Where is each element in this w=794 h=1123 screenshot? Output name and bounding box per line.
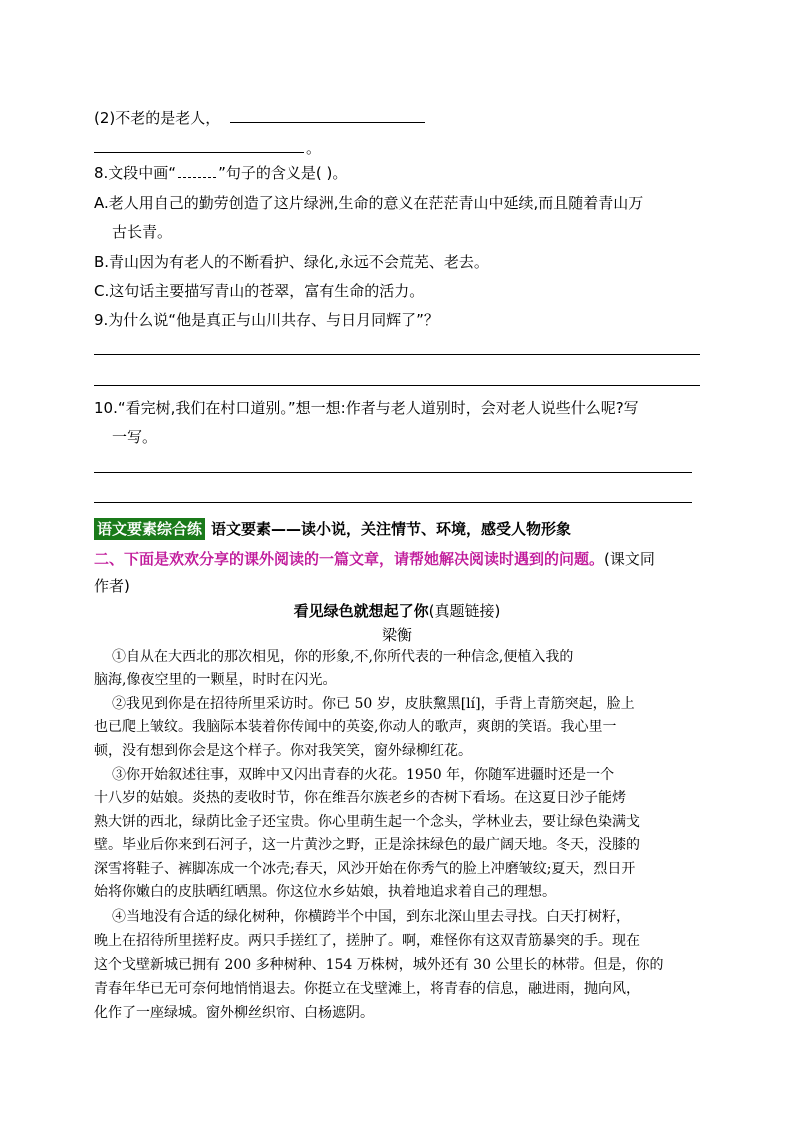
article-title-text: 看见绿色就想起了你 [293, 602, 429, 620]
paragraph-1-line: 脑海,像夜空里的一颗星，时时在闪光。 [94, 672, 337, 688]
paragraph-4-line: 化作了一座绿城。窗外柳丝织帘、白杨遮阴。 [94, 1005, 374, 1021]
q7-part2-text: (2)不老的是老人， [94, 109, 221, 127]
paragraph-3-line: 十八岁的姑娘。炎热的麦收时节，你在维吾尔族老乡的杏树下看场。在这夏日沙子能烤 [94, 790, 626, 806]
paragraph-2-line: ②我见到你是在招待所里采访时。你已 50 岁，皮肤黧黑[lí]，手背上青筋突起，脸上 [112, 696, 635, 712]
answer-line[interactable] [94, 354, 700, 355]
answer-line[interactable] [94, 152, 304, 153]
paragraph-2-line: 也已爬上皱纹。我脑际本装着你传闻中的英姿,你动人的歌声，爽朗的笑语。我心里一 [94, 719, 617, 735]
article-title [0, 600, 794, 621]
paragraph-3-line: 熟大饼的西北，绿荫比金子还宝贵。你心里萌生起一个念头，学林业去，要让绿色染满戈 [94, 814, 640, 830]
wavy-underline-marker [178, 165, 216, 178]
q2-note: (课文同 [604, 550, 655, 568]
q10-line2: 一写。 [112, 428, 158, 446]
paragraph-1-line: ①自从在大西北的那次相见，你的形象,不,你所代表的一种信念,便植入我的 [112, 649, 574, 665]
answer-line[interactable] [230, 122, 425, 123]
article-author: 梁衡 [381, 626, 412, 644]
q2-instruction-cont: 作者) [94, 577, 130, 595]
article-title-note: (真题链接) [428, 602, 501, 620]
paragraph-3-line: ③你开始叙述往事，双眸中又闪出青春的火花。1950 年，你随军进疆时还是一个 [112, 767, 615, 783]
answer-line[interactable] [94, 502, 692, 503]
q8-stem-start: 8.文段中画“ [94, 164, 177, 182]
section-tag: 语文要素综合练 [94, 518, 205, 540]
paragraph-4-line: 青春年华已无可奈何地悄悄退去。你挺立在戈壁滩上，将青春的信息，融进雨，抛向风， [94, 981, 640, 997]
q10-line1: 10.“看完树,我们在村口道别。”想一想:作者与老人道别时，会对老人说些什么呢?写 [94, 399, 639, 417]
section-description: 语文要素——读小说，关注情节、环境，感受人物形象 [211, 520, 572, 538]
paragraph-4-line: 晚上在招待所里搓籽皮。两只手搓红了，搓肿了。啊，难怪你有这双青筋暴突的手。现在 [94, 933, 640, 949]
paragraph-3-line: 壁。毕业后你来到石河子，这一片黄沙之野，正是涂抹绿色的最广阔天地。冬天，没膝的 [94, 837, 640, 853]
question-8-stem [94, 163, 347, 183]
q2-instruction-text: 二、下面是欢欢分享的课外阅读的一篇文章，请帮她解决阅读时遇到的问题。 [94, 550, 605, 568]
q8-option-b: B.青山因为有老人的不断看护、绿化,永远不会荒芜、老去。 [94, 253, 489, 271]
q8-option-c: C.这句话主要描写青山的苍翠，富有生命的活力。 [94, 282, 425, 300]
q7-part2-end: 。 [306, 139, 322, 157]
paragraph-3-line: 始将你嫩白的皮肤晒红晒黑。你这位水乡姑娘，执着地追求着自己的理想。 [94, 884, 556, 900]
q8-option-a-line1: A.老人用自己的勤劳创造了这片绿洲,生命的意义在茫茫青山中延续,而且随着青山万 [94, 194, 644, 212]
q8-stem-end: ”句子的含义是( )。 [218, 164, 348, 182]
paragraph-4-line: 这个戈壁新城已拥有 200 多种树种、154 万株树，城外还有 30 公里长的林带。但是，你的 [94, 957, 664, 973]
question-9: 9.为什么说“他是真正与山川共存、与日月同辉了”？ [94, 311, 439, 329]
paragraph-2-line: 顿，没有想到你会是这个样子。你对我笑笑，窗外绿柳红花。 [94, 743, 472, 759]
answer-line[interactable] [94, 385, 700, 386]
paragraph-3-line: 深雪将鞋子、裤脚冻成一个冰壳;春天，风沙开始在你秀气的脸上冲磨皱纹;夏天，烈日开 [94, 861, 636, 877]
q7-part2 [94, 108, 220, 128]
q2-instruction [94, 549, 655, 569]
paragraph-4-line: ④当地没有合适的绿化树种，你横跨半个中国，到东北深山里去寻找。白天打树籽， [112, 909, 630, 925]
section-header [94, 518, 571, 540]
answer-line[interactable] [94, 472, 692, 473]
q8-option-a-line2: 古长青。 [112, 223, 173, 241]
